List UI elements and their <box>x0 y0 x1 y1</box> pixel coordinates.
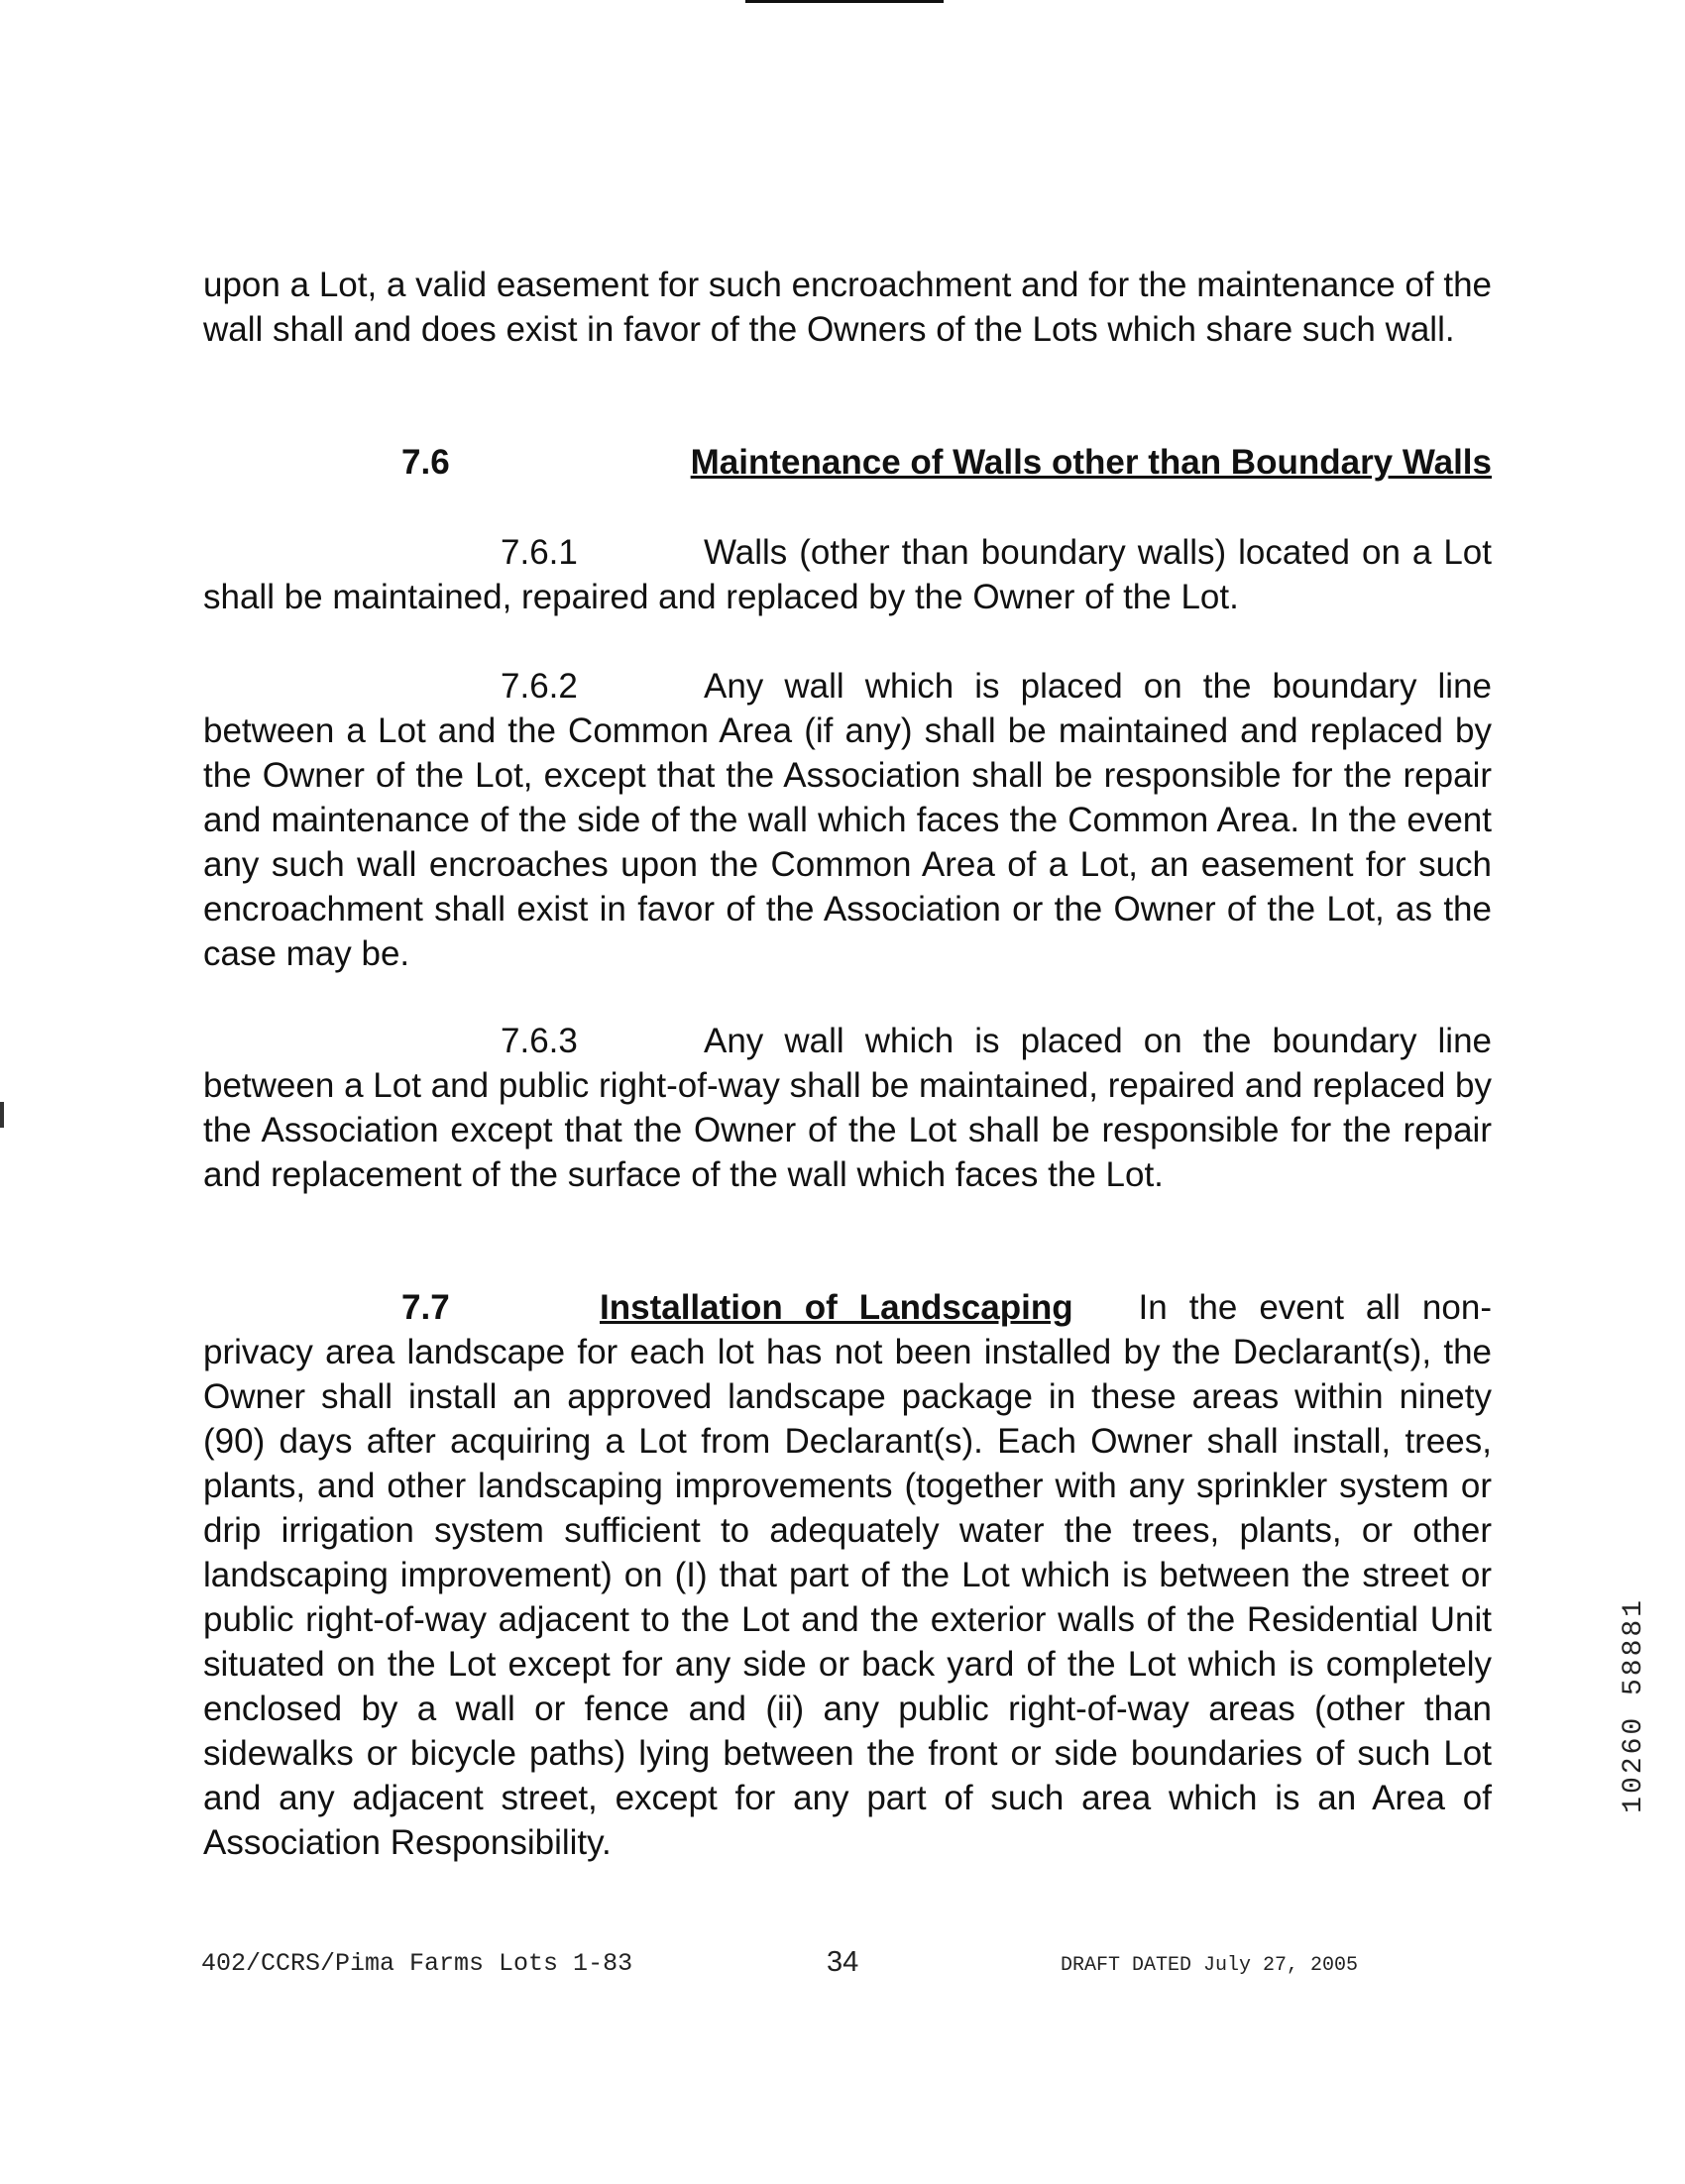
top-scan-mark <box>745 0 944 3</box>
section-7-7-number: 7.7 <box>401 1288 450 1327</box>
section-7-7-title: Installation of Landscaping <box>600 1288 1073 1327</box>
clause-text: Any wall which is placed on the boundary line between a Lot and public right-of-way shall be maintained, repaired and replaced by the Association except that the Owner of the Lot shall be responsible for the repair and replacement of the surface of the wall which faces the Lot. <box>203 1022 1492 1194</box>
footer-page-number: 34 <box>827 1946 859 1978</box>
clause-number: 7.6.3 <box>501 1022 578 1060</box>
section-7-6-number: 7.6 <box>401 443 450 482</box>
clause-text: Any wall which is placed on the boundary line between a Lot and the Common Area (if any) shall be maintained and replaced by the Owner of the Lot, except that the Association shall be responsible for the repair and maintenance of the side of the wall which faces the Common Area. In the event any such wall encroaches upon the Common Area of a Lot, an easement for such encroachment shall exist in favor of the Association or the Owner of the Lot, as the case may be. <box>203 667 1492 973</box>
footer-draft-date: DRAFT DATED July 27, 2005 <box>1061 1954 1359 1977</box>
clause-7-6-2 <box>203 664 1492 976</box>
clause-number: 7.6.1 <box>501 533 578 572</box>
section-7-7-text: In the event all non-privacy area landscape for each lot has not been installed by the Declarant(s), the Owner shall install an approved landscape package in these areas within ninety (90) days after acquiring a Lot from Declarant(s). Each Owner shall install, trees, plants, and other landscaping improvements (together with any sprinkler system or drip irrigation system sufficient to adequately water the trees, plants, or other landscaping improvement) on (I) that part of the Lot which is between the street or public right-of-way adjacent to the Lot and the exterior walls of the Residential Unit situated on the Lot except for any side or back yard of the Lot which is completely enclosed by a wall or fence and (ii) any public right-of-way areas (other than sidewalks or bicycle paths) lying between the front or side boundaries of such Lot and any adjacent street, except for any part of such area which is an Area of Association Responsibility. <box>203 1288 1492 1862</box>
clause-7-6-3 <box>203 1019 1492 1197</box>
footer-doc-ref: 402/CCRS/Pima Farms Lots 1-83 <box>201 1949 633 1978</box>
section-7-6-title: Maintenance of Walls other than Boundary Walls <box>690 443 1492 482</box>
left-scan-mark <box>0 1102 4 1128</box>
clause-text: Walls (other than boundary walls) located on a Lot shall be maintained, repaired and replaced by the Owner of the Lot. <box>203 533 1492 616</box>
top-fragment-paragraph: upon a Lot, a valid easement for such encroachment and for the maintenance of the wall shall and does exist in favor of the Owners of the Lots which share such wall. <box>203 266 1492 349</box>
side-document-number: 10260 58881 <box>1619 1597 1649 1813</box>
clause-7-6-1 <box>203 530 1492 619</box>
clause-number: 7.6.2 <box>501 667 578 706</box>
section-7-7-paragraph <box>203 1285 1492 1865</box>
